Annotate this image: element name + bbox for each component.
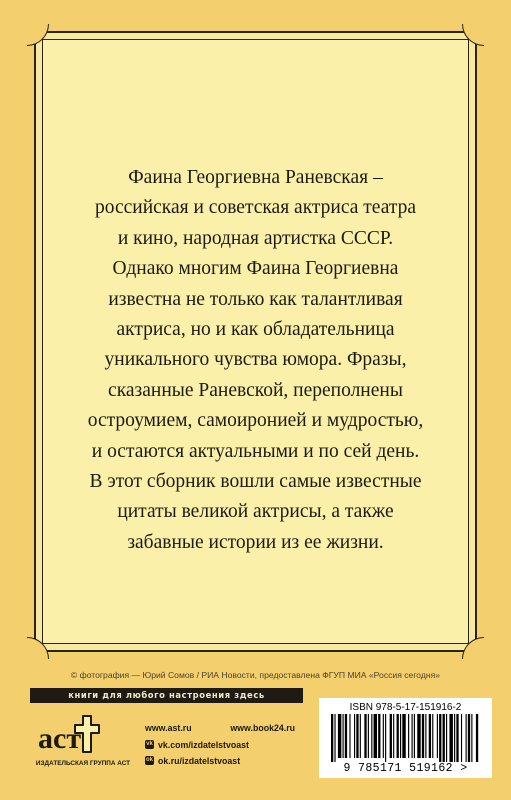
barcode-bar [364, 714, 366, 758]
social-row-vk [145, 738, 295, 751]
barcode-bar [443, 714, 445, 762]
publisher-links [145, 723, 295, 767]
barcode-bar [368, 714, 369, 758]
website-row [145, 723, 295, 733]
barcode-bar [437, 714, 438, 758]
barcode-bar [468, 714, 470, 762]
barcode-bar [476, 714, 478, 762]
barcode-bar [334, 714, 335, 762]
blurb-line: В этот сборник вошли самые известные [89, 471, 422, 493]
barcode-bar [393, 714, 394, 758]
blurb-line: известна не только как талантливая [108, 288, 403, 310]
barcode-bar [331, 714, 333, 762]
blurb-line: остроумием, самоиронией и мудростью, [87, 410, 424, 432]
barcode-bar [412, 714, 413, 758]
ok-link[interactable]: ok.ru/izdatelstvoast [158, 755, 241, 766]
barcode-bar [343, 714, 344, 758]
blurb-line: уникального чувства юмора. Фразы, [104, 349, 407, 371]
barcode-bar [374, 714, 377, 758]
barcode-bar [338, 714, 341, 758]
barcode-bar [356, 714, 358, 758]
barcode-bar [422, 714, 424, 758]
blurb-line: сказанные Раневской, переполнены [108, 379, 403, 401]
barcode-bar [408, 714, 409, 758]
barcode-bar [378, 714, 380, 758]
barcode-bar [400, 714, 401, 758]
logo-text: аст [38, 722, 82, 754]
barcode-digits: 9 785171 519162 > [343, 762, 468, 775]
ok-icon: ok [145, 757, 153, 763]
blurb-line: актриса, но и как обладательница [116, 319, 395, 341]
website-link-book24[interactable]: www.book24.ru [230, 723, 295, 733]
barcode-bar [461, 714, 462, 762]
barcode-bar [414, 714, 415, 758]
barcode-bar [466, 714, 467, 762]
barcode-graphic [327, 714, 484, 762]
barcode-bar [439, 714, 441, 762]
barcode-bar [449, 714, 452, 762]
barcode-bar [446, 714, 447, 762]
barcode-bar [390, 714, 392, 758]
social-row-ok [145, 754, 295, 767]
barcode-bar [425, 714, 426, 758]
barcode-bar [471, 714, 472, 762]
website-link-ast[interactable]: www.ast.ru [145, 723, 192, 733]
blurb-line: и кино, народная артистка СССР. [117, 227, 394, 249]
publisher-caption: ИЗДАТЕЛЬСКАЯ ГРУППА АСТ [35, 760, 131, 767]
barcode-bar [371, 714, 372, 758]
barcode-panel [319, 698, 492, 778]
isbn-label: ISBN 978-5-17-151916-2 [349, 702, 462, 713]
photo-credit: © фотография — Юрий Сомов / РИА Новости, предоставлена ФГУП МИА «Россия сегодня» [70, 670, 441, 680]
blurb-line: Однако многим Фаина Георгиевна [112, 258, 399, 280]
blurb-line: забавные истории из ее жизни. [127, 531, 384, 553]
barcode-bar [345, 714, 347, 758]
barcode-bar [397, 714, 399, 758]
barcode-bar [456, 714, 458, 762]
barcode-bar [402, 714, 405, 758]
tagline-banner: книги для любого настроения здесь [30, 688, 303, 703]
blurb-line: российская и советская актриса театра [94, 197, 417, 219]
vk-link[interactable]: vk.com/izdatelstvoast [158, 739, 249, 750]
barcode-bar [432, 714, 433, 758]
barcode-bar [383, 714, 384, 758]
barcode-bar [429, 714, 431, 758]
barcode-bar [454, 714, 455, 762]
vk-icon: vk [146, 741, 153, 747]
barcode-bar [417, 714, 420, 758]
ast-logo-icon [36, 714, 100, 754]
book-blurb [70, 163, 441, 558]
barcode-bar [354, 714, 355, 758]
barcode-bar [385, 714, 386, 762]
blurb-line: и остаются актуальными и по сей день. [91, 440, 420, 462]
barcode-bar [349, 714, 350, 758]
blurb-line: цитаты великой актрисы, а также [117, 501, 394, 523]
barcode-bar [360, 714, 361, 758]
blurb-line: Фаина Георгиевна Раневская – [128, 167, 383, 188]
